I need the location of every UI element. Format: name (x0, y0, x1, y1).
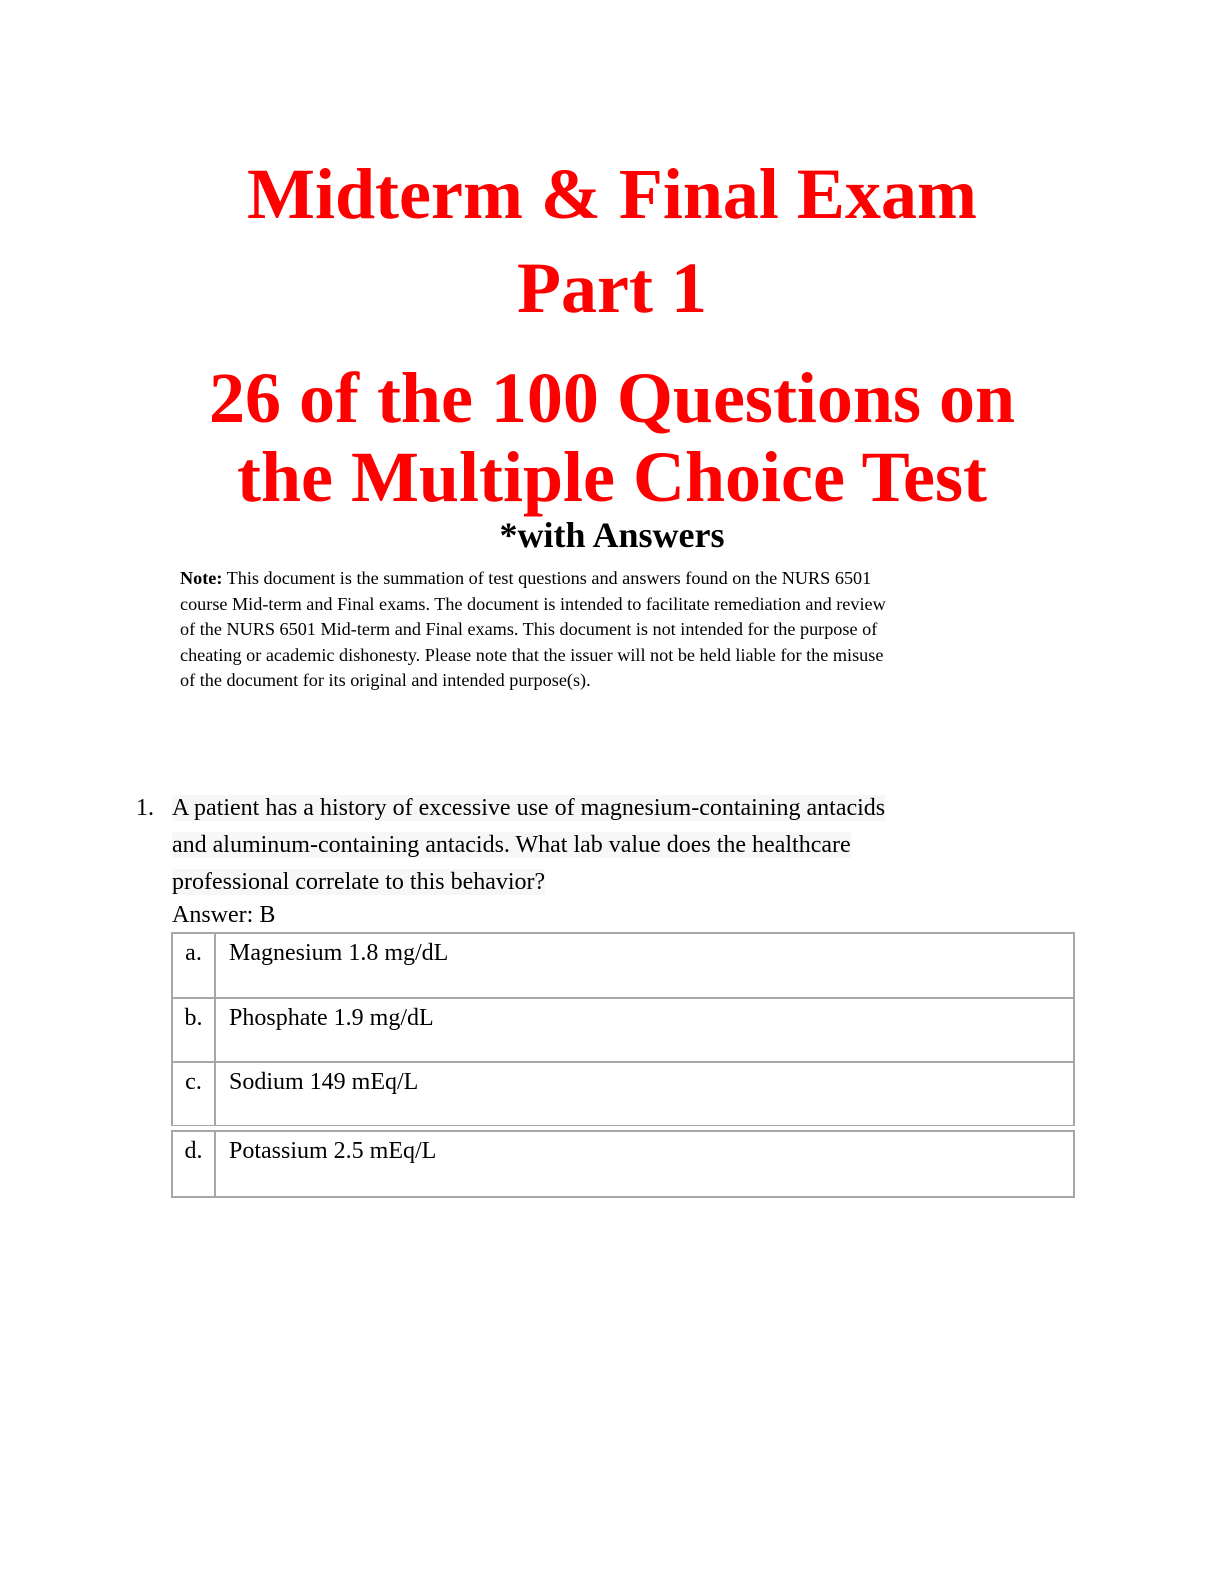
question-number: 1. (136, 795, 154, 821)
choice-letter: d. (173, 1132, 216, 1196)
title-line-4: the Multiple Choice Test (237, 437, 987, 517)
title-line-3: 26 of the 100 Questions on (208, 358, 1016, 438)
choice-row-a (171, 932, 1075, 998)
note-line-2: course Mid-term and Final exams. The document is intended to facilitate remediation and review (180, 593, 886, 614)
choice-text: Phosphate 1.9 mg/dL (229, 1005, 434, 1031)
choice-row-c (171, 1062, 1075, 1126)
title-line-1: Midterm & Final Exam (247, 154, 977, 234)
choice-letter: a. (173, 934, 216, 997)
subtitle: *with Answers (499, 515, 725, 555)
title-line-2: Part 1 (517, 248, 707, 328)
question-line-2: and aluminum-containing antacids. What lab value does the healthcare (172, 832, 851, 858)
choice-text: Sodium 149 mEq/L (229, 1069, 419, 1095)
question-line-1: A patient has a history of excessive use of magnesium-containing antacids (172, 795, 886, 821)
note-line-3: of the NURS 6501 Mid-term and Final exams. This document is not intended for the purpose of (180, 619, 878, 639)
choice-text: Potassium 2.5 mEq/L (229, 1138, 437, 1164)
question-line-3: professional correlate to this behavior? (172, 869, 546, 895)
answer-key: Answer: B (172, 902, 276, 928)
choices-table (171, 932, 1073, 1198)
choice-letter: c. (173, 1063, 216, 1125)
choice-letter: b. (173, 999, 216, 1061)
disclaimer-note (180, 566, 1050, 694)
choice-row-b (171, 998, 1075, 1062)
note-line-4: cheating or academic dishonesty. Please note that the issuer will not be held liable for the misuse (180, 644, 884, 665)
note-label: Note: (180, 568, 223, 588)
choice-text: Magnesium 1.8 mg/dL (229, 940, 449, 966)
note-text-1: This document is the summation of test questions and answers found on the NURS 6501 (222, 568, 872, 588)
choice-row-d (171, 1130, 1075, 1198)
note-line-1 (180, 566, 1050, 592)
note-line-5: of the document for its original and intended purpose(s). (180, 670, 591, 690)
question-text (172, 790, 885, 901)
